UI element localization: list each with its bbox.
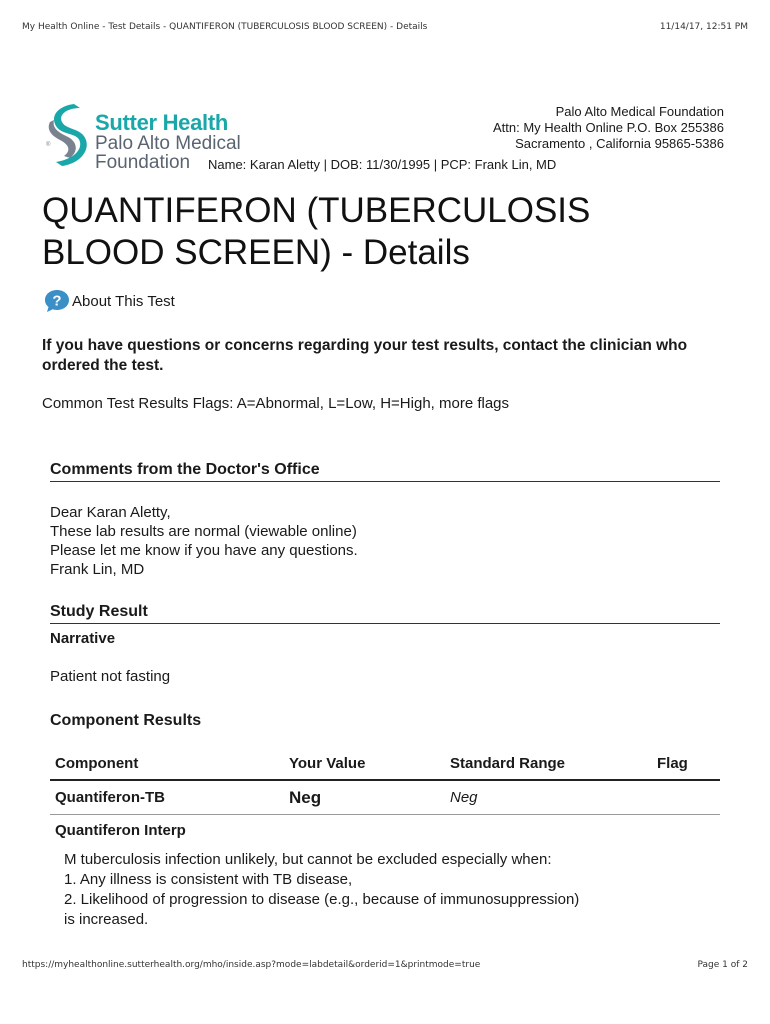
- about-this-test-label: About This Test: [72, 292, 175, 310]
- print-footer: [22, 960, 748, 970]
- flags-legend: Common Test Results Flags: A=Abnormal, L=Low, H=High, more flags: [42, 395, 510, 412]
- component-results-table: [50, 745, 720, 815]
- interp-line: 2. Likelihood of progression to disease (e.g., because of immunosuppression): [64, 891, 580, 908]
- header-flag: Flag: [657, 755, 688, 772]
- interp-line: is increased.: [64, 911, 149, 928]
- mailing-address: [493, 104, 724, 152]
- print-header: [22, 22, 748, 32]
- question-bubble-icon: [44, 288, 70, 314]
- narrative-text: Patient not fasting: [50, 668, 171, 685]
- comment-line: These lab results are normal (viewable online): [50, 523, 357, 540]
- component-range: Neg: [450, 789, 478, 806]
- logo-line-2: Foundation: [95, 152, 191, 173]
- svg-text:®: ®: [46, 142, 51, 148]
- logo-brand-text: Sutter Health: [95, 110, 229, 135]
- header-your-value: Your Value: [289, 755, 366, 772]
- questions-notice: If you have questions or concerns regarding your test results, contact the clinician who ordered the test.: [42, 337, 688, 374]
- address-line-2: Attn: My Health Online P.O. Box 255386: [492, 120, 724, 135]
- print-header-datetime: 11/14/17, 12:51 PM: [659, 22, 748, 32]
- component-value: Neg: [289, 788, 322, 807]
- address-line-3: Sacramento , California 95865-5386: [515, 136, 724, 151]
- print-footer-page: Page 1 of 2: [697, 960, 748, 970]
- comment-line: Dear Karan Aletty,: [50, 504, 171, 521]
- narrative-label: Narrative: [50, 630, 116, 647]
- page-title: QUANTIFERON (TUBERCULOSIS BLOOD SCREEN) - Details: [42, 191, 591, 272]
- sutter-health-logo-icon: [44, 102, 92, 166]
- component-name: Quantiferon-TB: [55, 789, 165, 806]
- address-line-1: Palo Alto Medical Foundation: [555, 104, 724, 119]
- patient-info: Name: Karan Aletty | DOB: 11/30/1995 | PCP: Frank Lin, MD: [208, 157, 557, 172]
- about-this-test-link[interactable]: [44, 288, 175, 314]
- interp-line: 1. Any illness is consistent with TB disease,: [64, 871, 353, 888]
- table-row: [50, 781, 720, 815]
- doctor-comments: [50, 503, 358, 579]
- interp-line: M tuberculosis infection unlikely, but cannot be excluded especially when:: [64, 851, 552, 868]
- study-result-title: Study Result: [50, 603, 720, 624]
- header-component: Component: [55, 755, 139, 772]
- comments-section-title: Comments from the Doctor's Office: [50, 461, 720, 482]
- logo-line-1: Palo Alto Medical: [95, 133, 241, 154]
- print-header-title: My Health Online - Test Details - QUANTIFERON (TUBERCULOSIS BLOOD SCREEN) - Details: [22, 22, 428, 32]
- comment-line: Frank Lin, MD: [50, 561, 145, 578]
- comment-line: Please let me know if you have any questions.: [50, 542, 358, 559]
- print-footer-url: https://myhealthonline.sutterhealth.org/mho/inside.asp?mode=labdetail&orderid=1&printmode=true: [22, 960, 481, 970]
- component-results-title: Component Results: [50, 712, 202, 729]
- interp-text: [64, 850, 644, 930]
- header-standard-range: Standard Range: [450, 755, 566, 772]
- svg-text:?: ?: [52, 292, 62, 310]
- interp-label: Quantiferon Interp: [55, 822, 186, 839]
- table-header-row: [50, 745, 720, 781]
